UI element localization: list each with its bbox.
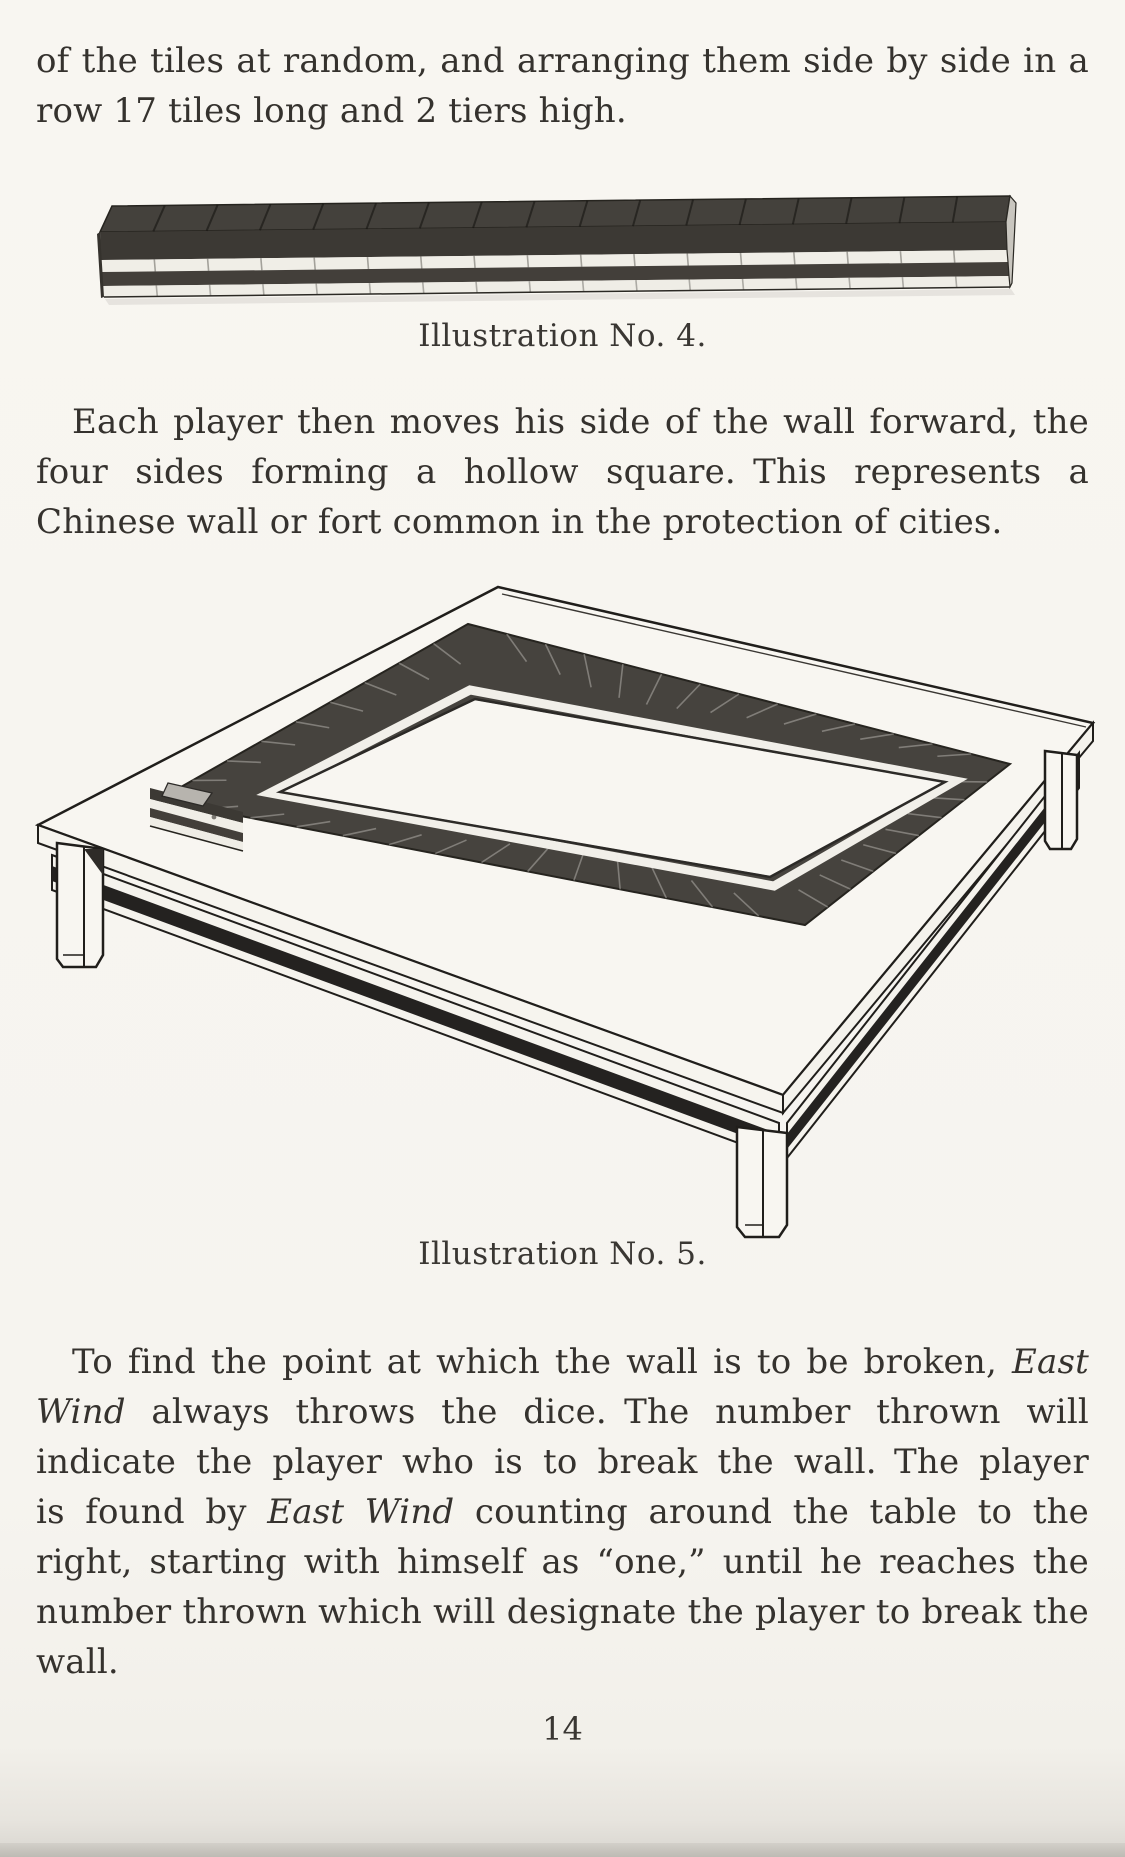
text-line: wall. (36, 1642, 119, 1682)
paragraph-wall-square (36, 397, 1089, 547)
text-line: indicate the player who is to break the wall. The player (36, 1442, 1089, 1482)
ink-speck (212, 815, 217, 820)
text-line: is found by East Wind counting around the table to the (36, 1492, 1089, 1532)
table-illustration (0, 557, 1125, 1247)
table-leg-left (57, 843, 103, 967)
text-line: four sides forming a hollow square. This represents a (36, 452, 1089, 492)
figure-table-hollow-square (0, 557, 1125, 1247)
paragraph-break-wall (36, 1337, 1089, 1687)
table-leg-front (737, 1127, 787, 1237)
text-line: row 17 tiles long and 2 tiers high. (36, 91, 627, 131)
text-line: right, starting with himself as “one,” until he reaches the (36, 1542, 1089, 1582)
text-line: Each player then moves his side of the wall forward, the (72, 402, 1089, 442)
page-number: 14 (542, 1710, 583, 1748)
scan-edge-shade (0, 1843, 1125, 1857)
table-leg-right (1045, 751, 1077, 849)
figure-tile-wall-row (95, 155, 1025, 307)
text-line: number thrown which will designate the player to break the (36, 1592, 1089, 1632)
text-line: Chinese wall or fort common in the protection of cities. (36, 502, 1003, 542)
text-line: of the tiles at random, and arranging them side by side in a (36, 41, 1089, 81)
tile-row-illustration (95, 155, 1025, 307)
paragraph-intro (36, 36, 1089, 136)
text-line: Wind always throws the dice. The number thrown will (36, 1392, 1089, 1432)
figure-caption-4: Illustration No. 4. (418, 318, 707, 354)
figure-caption-5: Illustration No. 5. (418, 1236, 707, 1272)
text-line: To find the point at which the wall is to be broken, East (72, 1342, 1089, 1382)
